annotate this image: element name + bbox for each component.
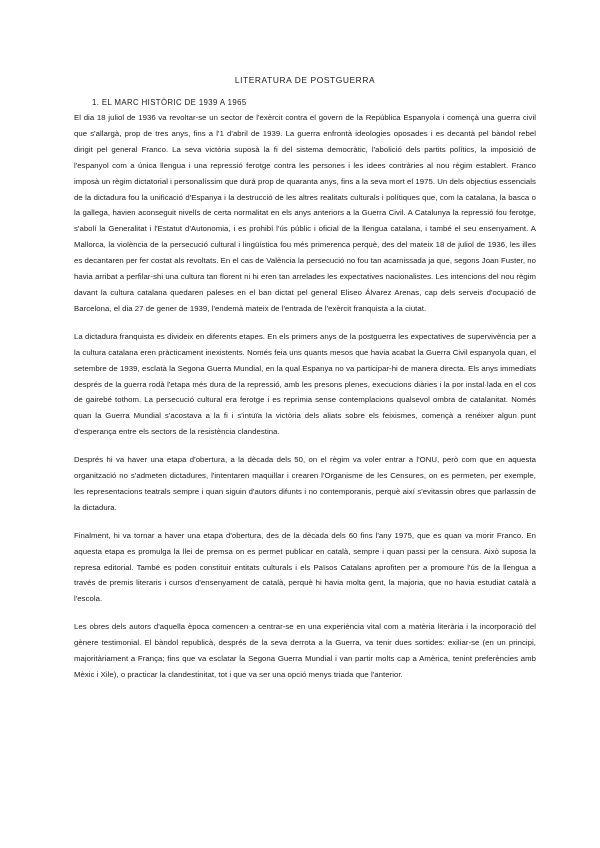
- section-heading: 1. EL MARC HISTÒRIC DE 1939 A 1965: [92, 98, 247, 107]
- paragraph-4: Finalment, hi va tornar a haver una etapa d'obertura, des de la dècada dels 60 fins l'any 1975, que es quan va morir Franco. En aquesta etapa es promulga la llei de premsa on es permet publicar en català, sempre i quan passi per la censura. Això suposa la represa editorial. També es poden constituir entitats culturals i els Països Catalans aprofiten per a promoure l'ús de la llengua a través de premis literaris i cursos d'ensenyament de català, perquè hi havia molta gent, la majoria, que no havia estudiat català a l'escola.: [74, 530, 536, 604]
- paragraph-3: Després hi va haver una etapa d'obertura, a la dècada dels 50, on el règim va voler entrar a l'ONU, però com que en aquesta organització no s'admeten dictadures, l'intentaren maquillar i crearen l'Organisme de les Censures, on es permeten, per exemple, les representacions teatrals sempre i quan siguin d'autors difunts i no contemporanis, perquè així s'evitassin obres que parlassin de la dictadura.: [74, 455, 536, 512]
- paragraph-5: Les obres dels autors d'aquella època comencen a centrar-se en una experiència vital com a matèria literària i la incorporació del gènere testimonial. El bàndol republicà, després de la seva derrota a la Guerra, va tenir dues sortides: exiliar-se (en un principi, majoritàriament a França; fins que va esclatar la Segona Guerra Mundial i van partir molts cap a Amèrica, tenint preferències amb Mèxic i Xile), o practicar la clandestinitat, tot i que va ser una opció menys triada que l'anterior.: [74, 622, 536, 679]
- document-title: LITERATURA DE POSTGUERRA: [234, 75, 376, 85]
- paragraph-1: El dia 18 juliol de 1936 va revoltar-se un sector de l'exèrcit contra el govern de la República Espanyola i començà una guerra civil que s'allargà, prop de tres anys, fins a l'1 d'abril de 1939. La guerra enfrontà ideologies oposades i es decantà pel bàndol rebel dirigit pel general Franco. La seva victòria suposà la fi del sistema democràtic, l'abolició dels partits polítics, la imposició de l'espanyol com a única llengua i una repressió ferotge contra les persones i les idees contràries al nou règim establert. Franco imposà un règim dictatorial i personalíssim que durà prop de quaranta anys, fins a la seva mort el 1975. Un dels objectius essencials de la dictadura fou la unificació d'Espanya i la destrucció de les altres realitats culturals i polítiques que, com la catalana, la basca o la gallega, havien aconseguit nivells de certa normalitat en els anys anteriors a la Guerra Civil. A Catalunya la repressió fou ferotge, s'abolí la Generalitat i l'Estatut d'Autonomia, i es prohibí l'ús públic i oficial de la llengua catalana, i també el seu ensenyament. A Mallorca, la violència de la persecució cultural i lingüística fou més primerenca perquè, des del mateix 18 de juliol de 1936, les illes es decantaren per fer costat als revoltats. En el cas de València la persecució no fou tan acarnissada ja que, segons Joan Fuster, no havia arribat a perfilar-shi una cultura tan florent ni hi eren tan arrelades les expectatives nacionalistes. Les intencions del nou règim davant la cultura catalana quedaren paleses en el ban dictat pel general Eliseo Álvarez Arenas, cap dels serveis d'ocupació de Barcelona, el dia 27 de gener de 1939, l'endemà mateix de l'entrada de l'exèrcit franquista a la ciutat.: [74, 113, 536, 313]
- paragraph-2: La dictadura franquista es divideix en diferents etapes. En els primers anys de la postguerra les expectatives de supervivència per a la cultura catalana eren pràcticament inexistents. Només feia uns quants mesos que havia acabat la Guerra Civil espanyola quan, el setembre de 1939, esclatà la Segona Guerra Mundial, en la qual Espanya no va participar-hi de manera directa. Els anys immediats després de la guerra rodà l'etapa més dura de la repressió, amb les presons plenes, execucions diàries i la por instal·lada en el cos de gairebé tothom. La persecució cultural era ferotge i es reprimia sense contemplacions qualsevol ombra de catalanitat. Només quan la Guerra Mundial s'acostava a la fi i s'intuïa la victòria dels aliats sobre els feixismes, començà a renéixer algun punt d'esperança entre els sectors de la resistència clandestina.: [74, 331, 536, 437]
